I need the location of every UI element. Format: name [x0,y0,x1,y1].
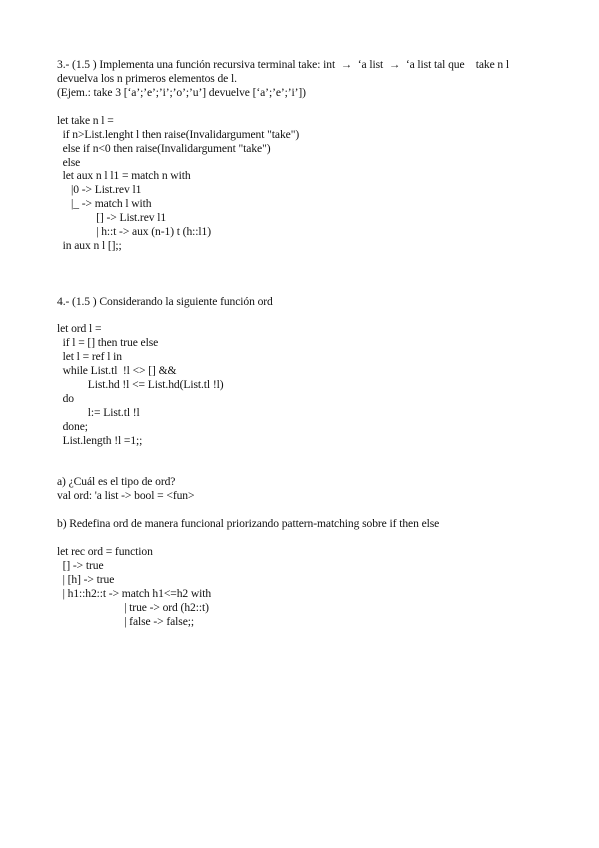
q3-code-line: if n>List.lenght l then raise(Invalidargument "take") [57,128,300,141]
q4-code-line: while List.tl !l <> [] && [57,364,177,377]
q4-code-line: l:= List.tl !l [57,406,140,419]
q4-code-line: List.length !l =1;; [57,434,143,447]
q4-part-a-question: a) ¿Cuál es el tipo de ord? [57,475,176,488]
q3-code-line: let take n l = [57,114,114,127]
q3-code-line: else if n<0 then raise(Invalidargument "take") [57,142,271,155]
q4-heading: 4.- (1.5 ) Considerando la siguiente función ord [57,295,273,308]
q4-part-b-code-line: let rec ord = function [57,545,153,558]
q3-code-line: |_ -> match l with [57,197,152,210]
q4-part-a-answer: val ord: 'a list -> bool = <fun> [57,489,195,502]
q3-code-line: | h::t -> aux (n-1) t (h::l1) [57,225,211,238]
q4-code-line: done; [57,420,88,433]
q4-part-b-code-line: [] -> true [57,559,104,572]
q4-part-b-question: b) Redefina ord de manera funcional priorizando pattern-matching sobre if then else [57,517,440,530]
q4-code-line: do [57,392,74,405]
q4-part-b-code-line: | true -> ord (h2::t) [57,601,209,614]
q3-code-line: else [57,156,81,169]
q4-part-b-code-line: | h1::h2::t -> match h1<=h2 with [57,587,212,600]
q4-part-b-code-line: | false -> false;; [57,615,194,628]
q3-code-line: let aux n l l1 = match n with [57,169,191,182]
q3-heading-line2: devuelva los n primeros elementos de l. [57,72,237,85]
q4-part-b-code-line: | [h] -> true [57,573,115,586]
q4-code-line: List.hd !l <= List.hd(List.tl !l) [57,378,224,391]
q4-code-line: let l = ref l in [57,350,122,363]
q4-code-line: let ord l = [57,322,102,335]
q3-code-line: [] -> List.rev l1 [57,211,167,224]
q3-heading-line1: 3.- (1.5 ) Implementa una función recursiva terminal take: int → ‘a list → ‘a list tal que take n l [57,58,510,71]
q3-code-line: |0 -> List.rev l1 [57,183,142,196]
q3-code-line: in aux n l [];; [57,239,122,252]
q4-code-line: if l = [] then true else [57,336,159,349]
q3-example: (Ejem.: take 3 [‘a’;’e’;’i’;’o’;’u’] devuelve [‘a’;’e’;’i’]) [57,86,306,99]
